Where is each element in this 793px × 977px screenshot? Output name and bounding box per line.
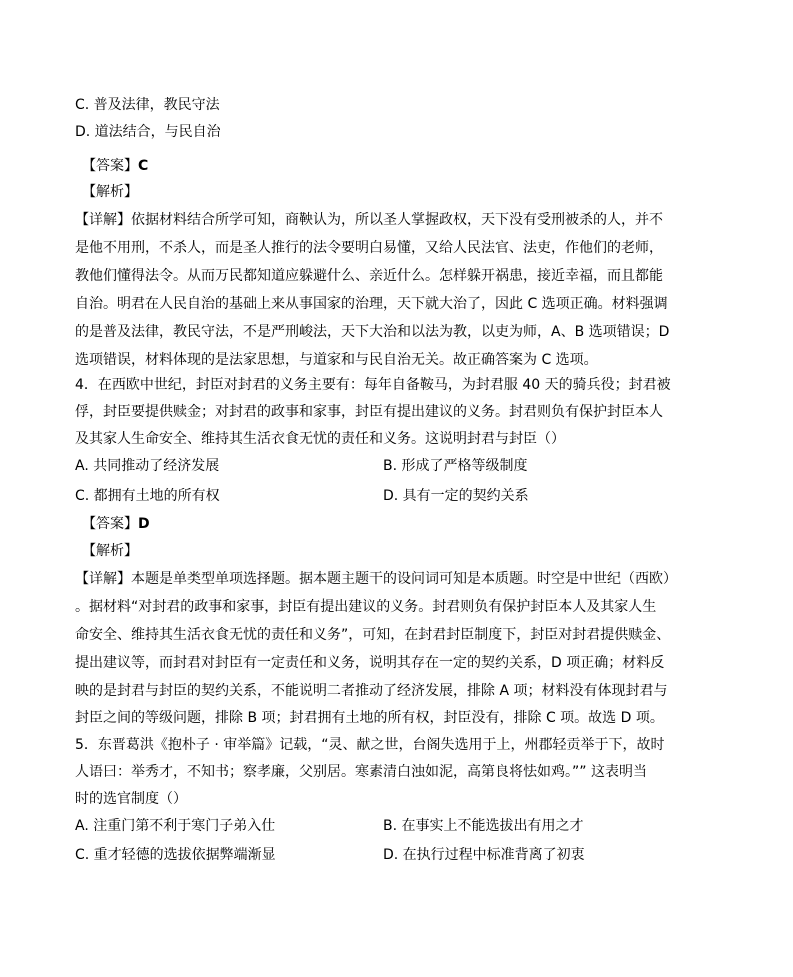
detail-label: 【详解】 bbox=[75, 212, 131, 228]
answer-label: 【答案】 bbox=[82, 516, 138, 532]
q5-option-c: C. 重才轻德的选拔依据弊端渐显 bbox=[75, 847, 276, 863]
q3-explanation-line-4: 自治。明君在人民自治的基础上来从事国家的治理，天下就大治了，因此 C 选项正确。材料强调 bbox=[75, 296, 668, 312]
q4-explanation-line-6: 封臣之间的等级问题，排除 B 项；封君拥有土地的所有权，封臣没有，排除 C 项。故选 D 项。 bbox=[75, 710, 664, 726]
q3-explanation-line-3: 教他们懂得法令。从而万民都知道应躲避什么、亲近什么。怎样躲开祸患，接近幸福，而且都能 bbox=[75, 268, 663, 284]
q4-explanation-line-5: 映的是封君与封臣的契约关系，不能说明二者推动了经济发展，排除 A 项；材料没有体现封君与 bbox=[75, 683, 668, 699]
q4-stem-line-3: 及其家人生命安全、维持其生活衣食无忧的责任和义务。这说明封君与封臣（） bbox=[75, 431, 565, 447]
q4-option-c: C. 都拥有土地的所有权 bbox=[75, 488, 220, 504]
q5-stem-line-1: 5．东晋葛洪《抱朴子 · 审举篇》记载，“灵、献之世，台阁失选用于上，州郡轻贡举于下，故时 bbox=[75, 737, 665, 753]
q4-explanation-line-4: 提出建议等，而封君对封臣有一定责任和义务，说明其存在一定的契约关系，D 项正确；材料反 bbox=[75, 655, 665, 671]
q5-option-b: B. 在事实上不能选拔出有用之才 bbox=[383, 818, 584, 834]
q4-option-a: A. 共同推动了经济发展 bbox=[75, 458, 220, 474]
q4-explanation-line-1: 【详解】本题是单类型单项选择题。据本题主题干的设问词可知是本质题。时空是中世纪（西欧） bbox=[75, 571, 677, 587]
detail-label: 【详解】 bbox=[75, 571, 131, 587]
q4-answer bbox=[82, 514, 150, 534]
q5-option-a: A. 注重门第不利于寒门子弟入仕 bbox=[75, 818, 276, 834]
q5-option-d: D. 在执行过程中标准背离了初衷 bbox=[383, 847, 585, 863]
q4-stem-line-2: 俘，封臣要提供赎金；对封君的政事和家事，封臣有提出建议的义务。封君则负有保护封臣本人 bbox=[75, 404, 663, 420]
q4-explanation-line-2: 。据材料“对封君的政事和家事，封臣有提出建议的义务。封君则负有保护封臣本人及其家人生 bbox=[75, 599, 657, 615]
answer-value: D bbox=[138, 516, 150, 532]
q4-option-d: D. 具有一定的契约关系 bbox=[383, 488, 529, 504]
q5-stem-line-3: 时的选官制度（） bbox=[75, 791, 187, 807]
q3-explanation-line-2: 是他不用刑，不杀人，而是圣人推行的法令要明白易懂，又给人民法官、法吏，作他们的老师， bbox=[75, 240, 663, 256]
q3-explanation-line-1: 【详解】依据材料结合所学可知，商鞅认为，所以圣人掌握政权，天下没有受刑被杀的人，并不 bbox=[75, 212, 663, 228]
q3-option-d: D. 道法结合，与民自治 bbox=[75, 124, 221, 140]
q3-answer bbox=[82, 156, 148, 176]
q4-explanation-line-3: 命安全、维持其生活衣食无忧的责任和义务”，可知，在封君封臣制度下，封臣对封君提供赎金、 bbox=[75, 627, 671, 643]
q4-stem-line-1: 4．在西欧中世纪，封臣对封君的义务主要有：每年自备鞍马，为封君服 40 天的骑兵役；封君被 bbox=[75, 377, 671, 393]
answer-value: C bbox=[138, 158, 149, 174]
q3-explanation-line-6: 选项错误，材料体现的是法家思想，与道家和与民自治无关。故正确答案为 C 选项。 bbox=[75, 352, 598, 368]
q3-explanation-line-5: 的是普及法律，教民守法，不是严刑峻法，天下大治和以法为教，以吏为师，A、B 选项错误；D bbox=[75, 324, 670, 340]
q4-option-b: B. 形成了严格等级制度 bbox=[383, 458, 528, 474]
q4-analysis-label: 【解析】 bbox=[82, 543, 138, 559]
answer-label: 【答案】 bbox=[82, 158, 138, 174]
q5-stem-line-2: 人语曰：举秀才，不知书；察孝廉，父别居。寒素清白浊如泥，高第良将怯如鸡。”” 这表明当 bbox=[75, 764, 647, 780]
q3-analysis-label: 【解析】 bbox=[82, 184, 138, 200]
q3-option-c: C. 普及法律，教民守法 bbox=[75, 97, 220, 113]
